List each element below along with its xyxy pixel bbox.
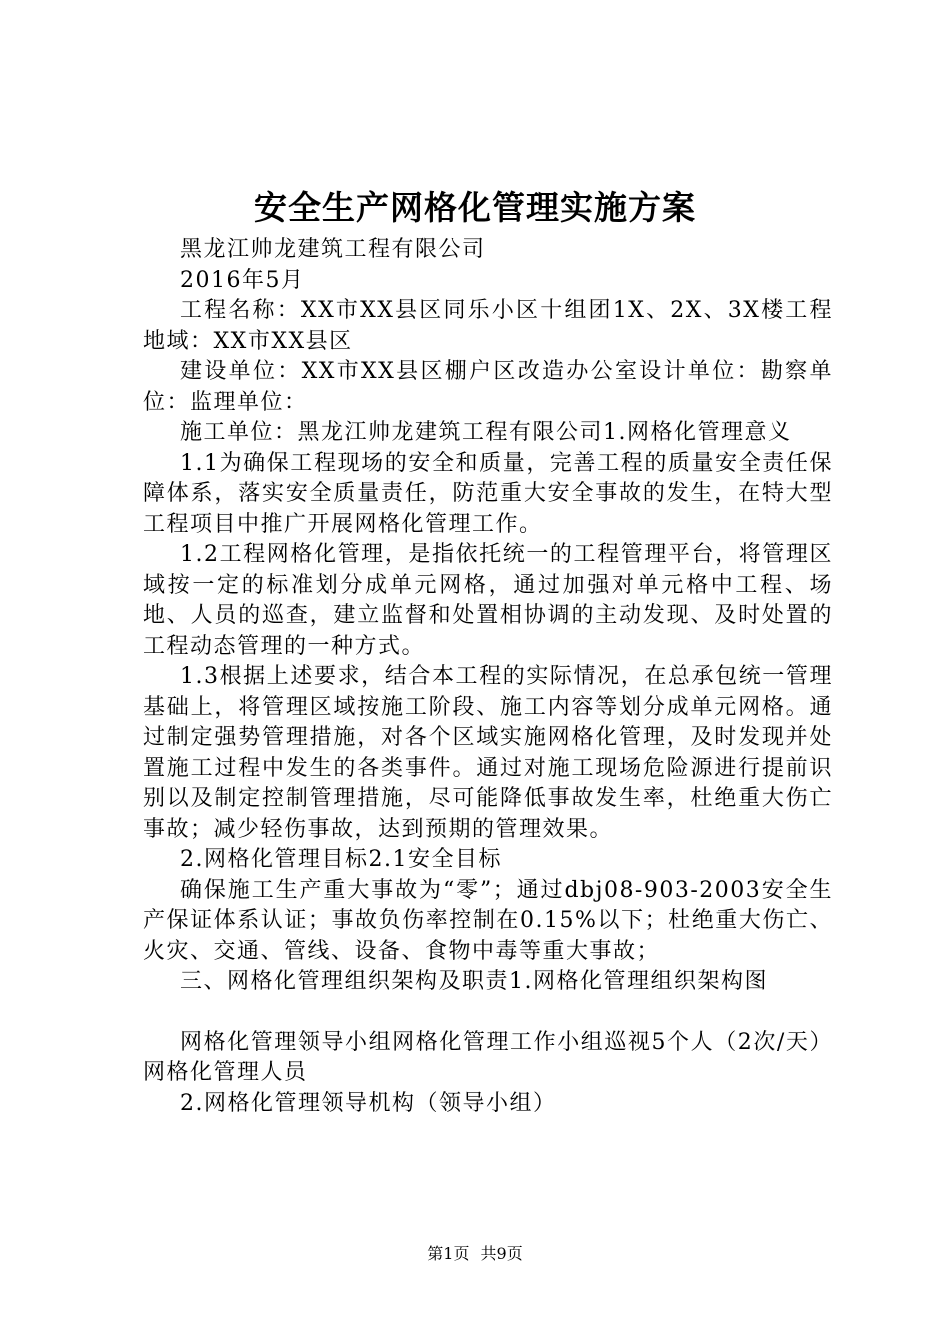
document-body [143, 235, 833, 1119]
leadership-heading: 2.网格化管理领导机构（领导小组） [180, 1090, 557, 1116]
section-3-heading: 三、网格化管理组织架构及职责1.网格化管理组织架构图 [180, 969, 768, 994]
section-1-3-paragraph: 1.3根据上述要求，结合本工程的实际情况，在总承包统一管理基础上，将管理区域按施工阶段、施工内容等划分成单元网格。通过制定强势管理措施，对各个区域实施网格化管理，及时发现并处置施工过程中发生的各类事件。通过对施工现场危险源进行提前识别以及制定控制管理措施，尽可能降低事故发生率，杜绝重大伤亡事故；减少轻伤事故，达到预期的管理效果。 [143, 664, 833, 842]
document-title: 安全生产网格化管理实施方案 [254, 188, 696, 227]
section-1-2-paragraph: 1.2工程网格化管理，是指依托统一的工程管理平台，将管理区域按一定的标准划分成单元网格，通过加强对单元格中工程、场地、人员的巡查，建立监督和处置相协调的主动发现、及时处置的工程动态管理的一种方式。 [143, 542, 833, 659]
page-footer [0, 1243, 950, 1265]
section-2-heading: 2.网格化管理目标2.1安全目标 [180, 847, 502, 872]
company-name: 黑龙江帅龙建筑工程有限公司 [180, 237, 486, 262]
document-date: 2016年5月 [180, 267, 305, 293]
construction-unit-paragraph: 建设单位：XX市XX县区棚户区改造办公室设计单位：勘察单位：监理单位： [143, 359, 833, 415]
section-1-1-paragraph: 1.1为确保工程现场的安全和质量，完善工程的质量安全责任保障体系，落实安全质量责任，防范重大安全事故的发生，在特大型工程项目中推广开展网格化管理工作。 [143, 450, 833, 537]
org-chart-text: 网格化管理领导小组网格化管理工作小组巡视5个人（2次/天）网格化管理人员 [143, 1029, 833, 1085]
contractor-paragraph: 施工单位：黑龙江帅龙建筑工程有限公司1.网格化管理意义 [180, 420, 792, 445]
project-name-paragraph: 工程名称：XX市XX县区同乐小区十组团1X、2X、3X楼工程地域：XX市XX县区 [143, 298, 833, 354]
safety-target-paragraph: 确保施工生产重大事故为“零”；通过dbj08-903-2003安全生产保证体系认证；事故负伤率控制在0.15%以下；杜绝重大伤亡、火灾、交通、管线、设备、食物中毒等重大事故； [143, 877, 833, 964]
page-number: 第1页 [427, 1244, 470, 1263]
page-total: 共9页 [480, 1244, 523, 1263]
